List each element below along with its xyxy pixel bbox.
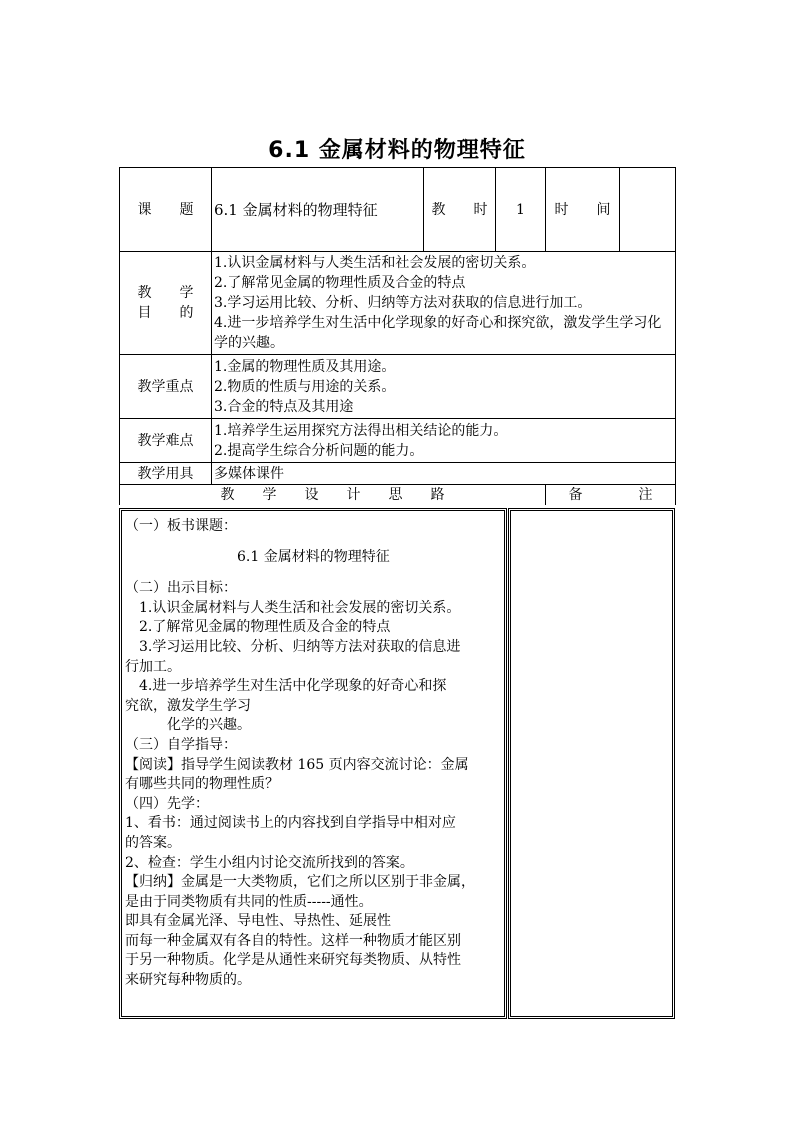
plan-line: 【阅读】指导学生阅读教材 165 页内容交流讨论：金属	[125, 756, 469, 773]
difficulty-item: 2.提高学生综合分析问题的能力。	[214, 442, 424, 459]
subject-value: 6.1 金属材料的物理特征	[212, 168, 424, 252]
remarks-cell	[508, 508, 675, 1019]
plan-line: 化学的兴趣。	[125, 717, 251, 734]
plan-line: 即具有金属光泽、导电性、导热性、延展性	[125, 913, 391, 930]
plan-line: 的答案。	[125, 834, 181, 851]
key-point-item: 1.金属的物理性质及其用途。	[214, 358, 396, 375]
goal-item: 3.学习运用比较、分析、归纳等方法对获取的信息进行加工。	[214, 295, 592, 311]
plan-line: 3.学习运用比较、分析、归纳等方法对获取的信息进	[125, 638, 461, 655]
difficulty-item: 1.培养学生运用探究方法得出相关结论的能力。	[214, 422, 508, 439]
plan-header-right: 备 注	[546, 485, 676, 506]
plan-line: （二）出示目标：	[125, 580, 237, 597]
plan-header-left: 教 学 设 计 思 路	[120, 485, 546, 506]
time-value	[620, 168, 676, 252]
goal-item: 2.了解常见金属的物理性质及合金的特点	[214, 275, 466, 291]
goal-item: 1.认识金属材料与人类生活和社会发展的密切关系。	[214, 255, 536, 271]
goals-label: 教 学 目 的	[120, 252, 212, 355]
plan-line: 4.进一步培养学生对生活中化学现象的好奇心和探	[125, 678, 447, 695]
plan-line: （四）先学：	[125, 795, 209, 812]
plan-line: 行加工。	[125, 658, 181, 675]
difficulties-content	[212, 419, 676, 463]
difficulties-label: 教学难点	[120, 419, 212, 463]
plan-line: 【归纳】金属是一大类物质，它们之所以区别于非金属，	[125, 874, 475, 891]
plan-content	[125, 517, 506, 991]
plan-line: 于另一种物质。化学是从通性来研究每类物质、从特性	[125, 952, 461, 969]
period-value: 1	[496, 168, 546, 252]
key-point-item: 3.合金的特点及其用途	[214, 398, 354, 415]
plan-line: 究欲，激发学生学习	[125, 697, 251, 714]
subject-label: 课 题	[120, 168, 212, 252]
plan-line: 2、检查：学生小组内讨论交流所找到的答案。	[125, 854, 414, 871]
goals-content	[212, 252, 676, 355]
tools-label: 教学用具	[120, 463, 212, 485]
plan-line: （一）板书课题：	[125, 518, 237, 534]
page-title: 6.1 金属材料的物理特征	[268, 138, 526, 163]
plan-line: 1、看书：通过阅读书上的内容找到自学指导中相对应	[125, 815, 456, 832]
teaching-plan-box	[119, 508, 675, 1019]
lesson-info-table	[119, 167, 676, 505]
plan-line: 6.1 金属材料的物理特征	[125, 548, 390, 565]
plan-line: 1.认识金属材料与人类生活和社会发展的密切关系。	[125, 599, 461, 616]
goal-item: 4.进一步培养学生对生活中化学现象的好奇心和探究欲，激发学生学习化学的兴趣。	[214, 315, 662, 351]
plan-line: 而每一种金属双有各自的特性。这样一种物质才能区别	[125, 932, 461, 949]
key-points-content	[212, 355, 676, 419]
plan-line: 来研究每种物质的。	[125, 972, 251, 989]
plan-line: 2.了解常见金属的物理性质及合金的特点	[125, 619, 391, 636]
key-points-label: 教学重点	[120, 355, 212, 419]
plan-content-cell	[119, 508, 507, 1019]
plan-line: 有哪些共同的物理性质？	[125, 776, 279, 793]
plan-line: （三）自学指导：	[125, 736, 237, 753]
key-point-item: 2.物质的性质与用途的关系。	[214, 378, 396, 395]
time-label: 时 间	[546, 168, 620, 252]
tools-value: 多媒体课件	[212, 463, 676, 485]
plan-line: 是由于同类物质有共同的性质-----通性。	[125, 893, 373, 910]
period-label: 教 时	[424, 168, 496, 252]
